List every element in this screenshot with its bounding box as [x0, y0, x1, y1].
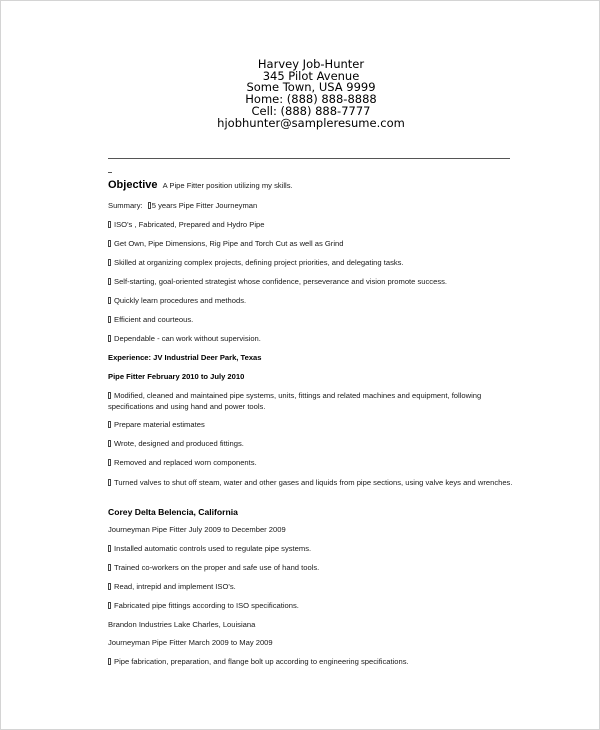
- objective-heading: Objective: [108, 179, 158, 191]
- address-line-2: Some Town, USA 9999: [246, 80, 376, 95]
- bullet-icon: [108, 278, 111, 285]
- summary-item: Self-starting, goal-oriented strategist whose confidence, perseverance and vision promote success.: [108, 277, 447, 287]
- bullet-icon: [108, 259, 111, 266]
- experience-title: Pipe Fitter February 2010 to July 2010: [108, 372, 245, 381]
- experience-company: Experience: JV Industrial Deer Park, Texas: [108, 353, 262, 362]
- experience-title: Journeyman Pipe Fitter March 2009 to May 2009: [108, 638, 273, 647]
- summary-item: ISO's , Fabricated, Prepared and Hydro Pipe: [108, 220, 264, 230]
- bullet-icon: [148, 202, 151, 209]
- experience-bullet: Wrote, designed and produced fittings.: [108, 439, 244, 449]
- experience-bullet: Installed automatic controls used to regulate pipe systems.: [108, 544, 311, 554]
- bullet-icon: [108, 479, 111, 486]
- bullet-icon: [108, 602, 111, 609]
- experience-bullet: Pipe fabrication, preparation, and flange bolt up according to engineering specifications.: [108, 657, 409, 667]
- bullet-icon: [108, 221, 111, 228]
- horizontal-rule: [108, 158, 510, 159]
- experience-bullet: Prepare material estimates: [108, 420, 205, 430]
- bullet-icon: [108, 440, 111, 447]
- address-line-1: 345 Pilot Avenue: [262, 68, 360, 83]
- experience-bullet: Turned valves to shut off steam, water and other gases and liquids from pipe sections, using valve keys and wrenches.: [108, 477, 518, 488]
- bullet-icon: [108, 421, 111, 428]
- summary-item: Dependable - can work without supervision.: [108, 334, 261, 344]
- objective-text: A Pipe Fitter position utilizing my skills.: [162, 181, 293, 190]
- experience-bullet: Modified, cleaned and maintained pipe systems, units, fittings and related machines and equipment, following specifications and using hand and power tools.: [108, 391, 482, 411]
- home-phone: Home: (888) 888-8888: [245, 92, 377, 107]
- cell-phone: Cell: (888) 888-7777: [251, 103, 371, 118]
- experience-bullet: Read, intrepid and implement ISO's.: [108, 582, 236, 592]
- summary-label: Summary:: [108, 201, 143, 210]
- experience-bullet: Fabricated pipe fittings according to ISO specifications.: [108, 601, 299, 611]
- contact-header: [1, 59, 600, 129]
- bullet-icon: [108, 658, 111, 665]
- rule-overflow-dash: [108, 172, 112, 173]
- bullet-icon: [108, 583, 111, 590]
- objective-line: [108, 180, 293, 191]
- bullet-icon: [108, 335, 111, 342]
- experience-company: Corey Delta Belencia, California: [108, 507, 238, 517]
- experience-bullet: Trained co-workers on the proper and safe use of hand tools.: [108, 563, 319, 573]
- experience-company: Brandon Industries Lake Charles, Louisiana: [108, 620, 256, 629]
- bullet-icon: [108, 392, 111, 399]
- summary-first-item: 5 years Pipe Fitter Journeyman: [151, 201, 258, 210]
- summary-item: Skilled at organizing complex projects, defining project priorities, and delegating tasks.: [108, 258, 404, 268]
- email: hjobhunter@sampleresume.com: [217, 115, 405, 130]
- candidate-name: Harvey Job-Hunter: [257, 57, 365, 71]
- experience-title: Journeyman Pipe Fitter July 2009 to December 2009: [108, 525, 286, 534]
- bullet-icon: [108, 297, 111, 304]
- bullet-icon: [108, 459, 111, 466]
- bullet-icon: [108, 240, 111, 247]
- bullet-icon: [108, 316, 111, 323]
- summary-line: [108, 201, 257, 211]
- summary-item: Efficient and courteous.: [108, 315, 193, 325]
- bullet-icon: [108, 564, 111, 571]
- bullet-icon: [108, 545, 111, 552]
- experience-bullet: Removed and replaced worn components.: [108, 458, 257, 468]
- summary-item: Get Own, Pipe Dimensions, Rig Pipe and Torch Cut as well as Grind: [108, 239, 343, 249]
- summary-item: Quickly learn procedures and methods.: [108, 296, 246, 306]
